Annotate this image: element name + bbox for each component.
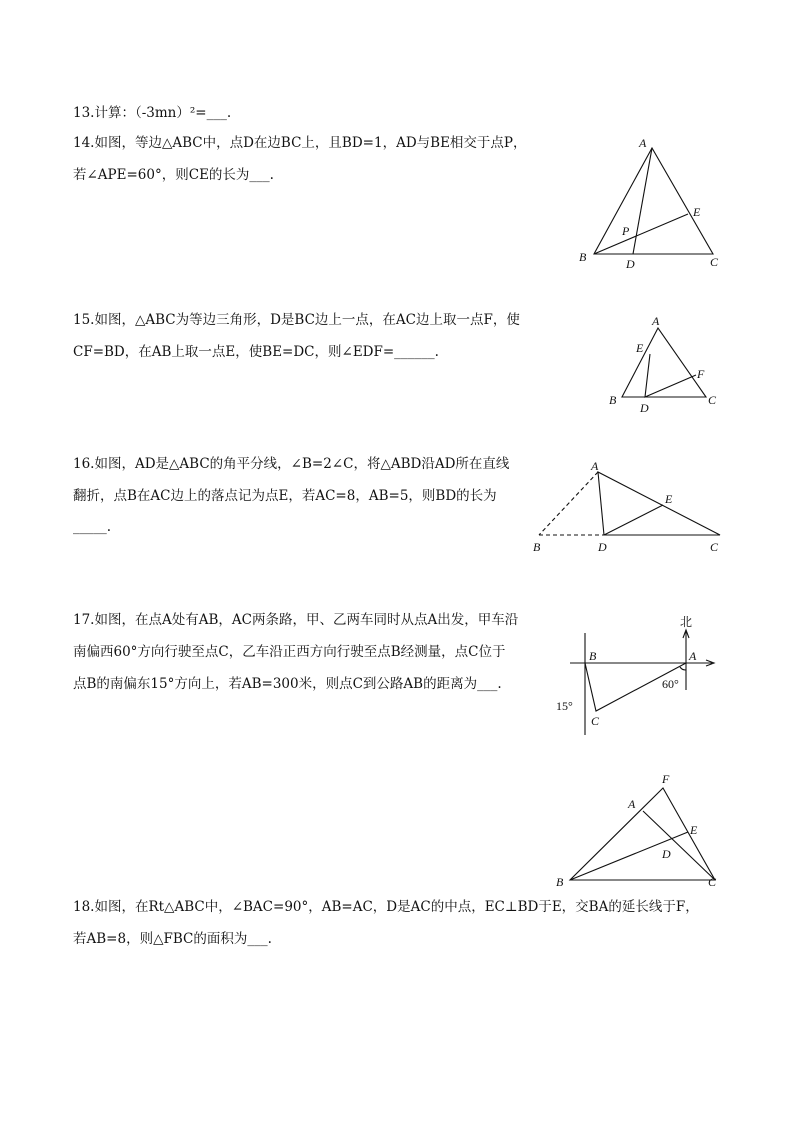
angle-60-arc bbox=[680, 667, 686, 670]
segment-de bbox=[604, 505, 663, 535]
label-b: B bbox=[533, 540, 541, 554]
triangle-adc bbox=[598, 472, 720, 535]
problem-17-line-3: 点B的南偏东15°方向上，若AB=300米，则点C到公路AB的距离为___. bbox=[73, 676, 502, 692]
problem-18-line-2: 若AB=8，则△FBC的面积为___. bbox=[73, 931, 272, 947]
segment-bd bbox=[570, 832, 688, 880]
label-e: E bbox=[693, 205, 701, 219]
label-a: A bbox=[628, 797, 636, 811]
label-d: D bbox=[598, 540, 607, 554]
label-f: F bbox=[697, 367, 705, 381]
label-e: E bbox=[665, 492, 673, 506]
triangle-fbc bbox=[570, 788, 715, 880]
problem-14-line-1: 14.如图，等边△ABC中，点D在边BC上，且BD=1，AD与BE相交于点P， bbox=[73, 135, 527, 151]
label-b: B bbox=[589, 649, 597, 663]
label-north: 北 bbox=[680, 615, 693, 629]
segment-be bbox=[594, 214, 688, 254]
label-a: A bbox=[639, 136, 647, 150]
segment-ad bbox=[633, 148, 652, 254]
label-a: A bbox=[652, 314, 660, 328]
triangle-abc bbox=[594, 148, 713, 254]
problem-18-line-1: 18.如图，在Rt△ABC中，∠BAC=90°，AB=AC，D是AC的中点，EC⊥BD于E，交BA的延长线于F， bbox=[73, 899, 699, 915]
label-b: B bbox=[556, 875, 564, 889]
label-60: 60° bbox=[662, 677, 679, 691]
label-c: C bbox=[591, 714, 600, 728]
label-e: E bbox=[636, 341, 644, 355]
east-arrowhead bbox=[706, 660, 714, 666]
problem-16-line-1: 16.如图，AD是△ABC的角平分线，∠B=2∠C，将△ABD沿AD所在直线 bbox=[73, 456, 510, 472]
label-a: A bbox=[689, 649, 697, 663]
problem-16-line-3: _____. bbox=[73, 519, 112, 535]
label-b: B bbox=[609, 393, 617, 407]
label-d: D bbox=[640, 401, 649, 415]
problem-15-line-1: 15.如图，△ABC为等边三角形，D是BC边上一点，在AC边上取一点F，使 bbox=[73, 312, 520, 328]
north-arrowhead bbox=[683, 630, 689, 638]
label-c: C bbox=[708, 393, 717, 407]
label-c: C bbox=[710, 255, 719, 269]
problem-16-line-2: 翻折，点B在AC边上的落点记为点E，若AC=8，AB=5，则BD的长为 bbox=[73, 488, 497, 504]
segments-ed-df bbox=[645, 354, 696, 397]
label-e: E bbox=[690, 823, 698, 837]
problem-17-line-2: 南偏西60°方向行驶至点C，乙车沿正西方向行驶至点B经测量，点C位于 bbox=[73, 644, 506, 660]
problem-14-line-2: 若∠APE=60°，则CE的长为___. bbox=[73, 167, 274, 183]
segment-ac bbox=[643, 811, 715, 880]
label-d: D bbox=[626, 257, 635, 271]
route-b-c-a bbox=[585, 663, 686, 711]
problem-13-line-1: 13.计算：（-3mn）²=___. bbox=[73, 105, 232, 121]
label-a: A bbox=[591, 459, 599, 473]
label-p: P bbox=[622, 224, 630, 238]
label-b: B bbox=[579, 250, 587, 264]
label-c: C bbox=[708, 875, 717, 889]
label-15: 15° bbox=[556, 699, 573, 713]
label-c: C bbox=[710, 540, 719, 554]
problem-17-line-1: 17.如图，在点A处有AB，AC两条路，甲、乙两车同时从点A出发，甲车沿 bbox=[73, 612, 519, 628]
label-d: D bbox=[662, 847, 671, 861]
dashed-ab bbox=[539, 472, 598, 535]
problem-15-line-2: CF=BD，在AB上取一点E，使BE=DC，则∠EDF=______. bbox=[73, 344, 439, 360]
label-f: F bbox=[662, 772, 670, 786]
triangle-abc bbox=[622, 328, 706, 397]
